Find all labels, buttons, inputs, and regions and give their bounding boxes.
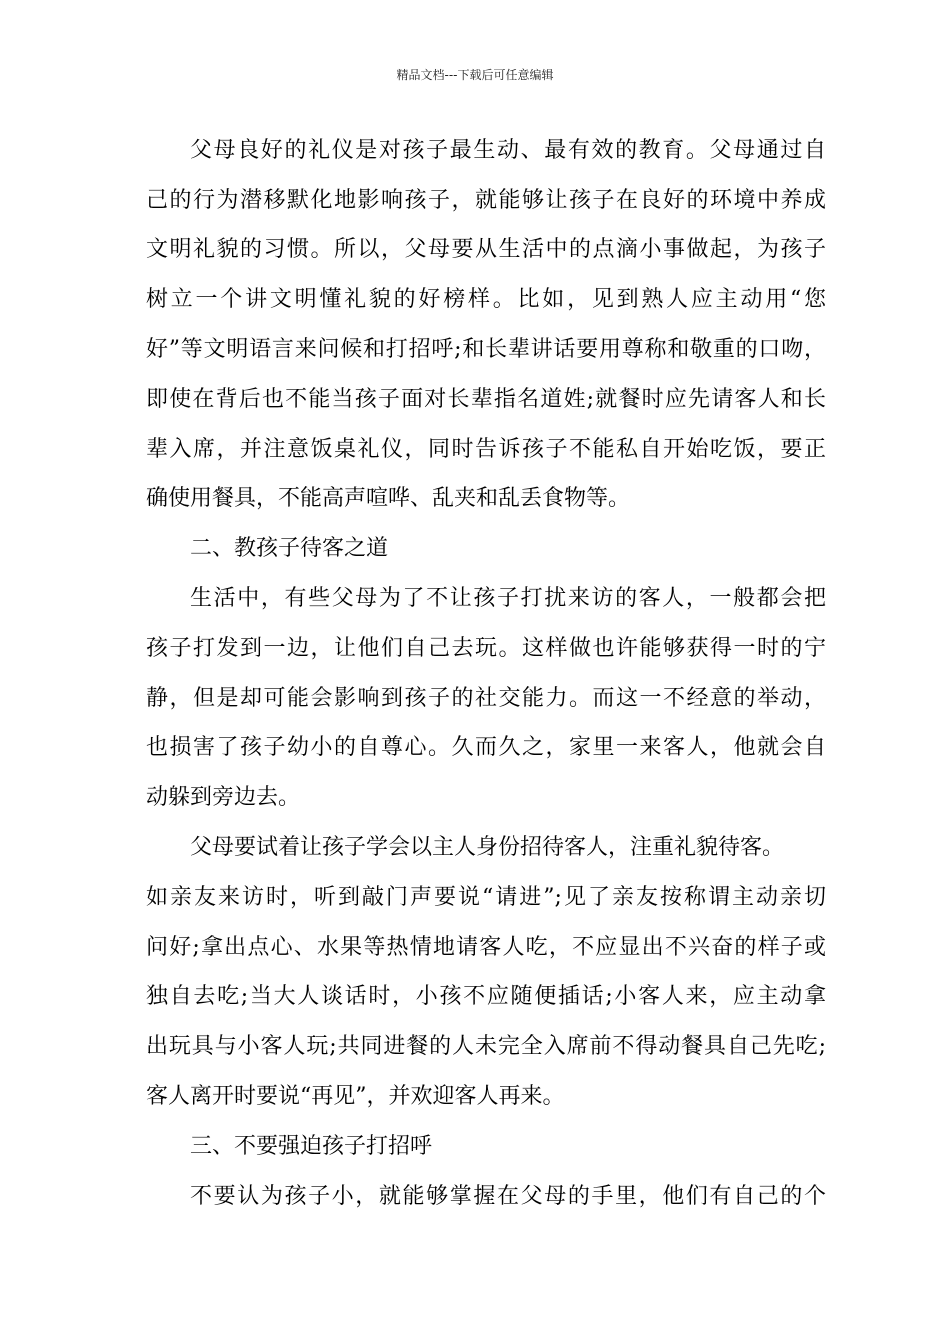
section-heading: 三、不要强迫孩子打招呼 xyxy=(190,1134,433,1159)
text-line: 父母良好的礼仪是对孩子最生动、最有效的教育。父母通过自 xyxy=(190,138,826,163)
text-line: 也损害了孩子幼小的自尊心。久而久之，家里一来客人，他就会自 xyxy=(146,735,826,760)
page-header: 精品文档---下载后可任意编辑 xyxy=(396,68,554,82)
text-line: 即使在背后也不能当孩子面对长辈指名道姓;就餐时应先请客人和长 xyxy=(146,387,826,412)
text-line: 客人离开时要说“再见”，并欢迎客人再来。 xyxy=(146,1084,565,1109)
text-line: 孩子打发到一边，让他们自己去玩。这样做也许能够获得一时的宁 xyxy=(146,636,826,661)
text-line: 静，但是却可能会影响到孩子的社交能力。而这一不经意的举动， xyxy=(146,686,826,711)
text-line: 独自去吃;当大人谈话时，小孩不应随便插话;小客人来，应主动拿 xyxy=(146,984,826,1009)
text-line: 不要认为孩子小，就能够掌握在父母的手里，他们有自己的个 xyxy=(190,1184,826,1209)
text-line: 问好;拿出点心、水果等热情地请客人吃，不应显出不兴奋的样子或 xyxy=(146,935,826,960)
text-line: 文明礼貌的习惯。所以，父母要从生活中的点滴小事做起，为孩子 xyxy=(146,237,826,262)
text-line: 确使用餐具，不能高声喧哗、乱夹和乱丢食物等。 xyxy=(146,486,631,511)
text-line: 辈入席，并注意饭桌礼仪，同时告诉孩子不能私自开始吃饭，要正 xyxy=(146,437,826,462)
text-line: 动躲到旁边去。 xyxy=(146,785,301,810)
text-line: 好”等文明语言来问候和打招呼;和长辈讲话要用尊称和敬重的口吻， xyxy=(146,337,826,362)
text-line: 树立一个讲文明懂礼貌的好榜样。比如，见到熟人应主动用“您 xyxy=(146,287,826,312)
text-line: 己的行为潜移默化地影响孩子，就能够让孩子在良好的环境中养成 xyxy=(146,188,826,213)
text-line: 生活中，有些父母为了不让孩子打扰来访的客人，一般都会把 xyxy=(190,586,826,611)
text-line: 父母要试着让孩子学会以主人身份招待客人，注重礼貌待客。 xyxy=(190,835,785,860)
text-line: 如亲友来访时，听到敲门声要说“请进”;见了亲友按称谓主动亲切 xyxy=(146,885,826,910)
text-line: 出玩具与小客人玩;共同进餐的人未完全入席前不得动餐具自己先吃; xyxy=(146,1034,826,1059)
section-heading: 二、教孩子待客之道 xyxy=(190,536,389,561)
